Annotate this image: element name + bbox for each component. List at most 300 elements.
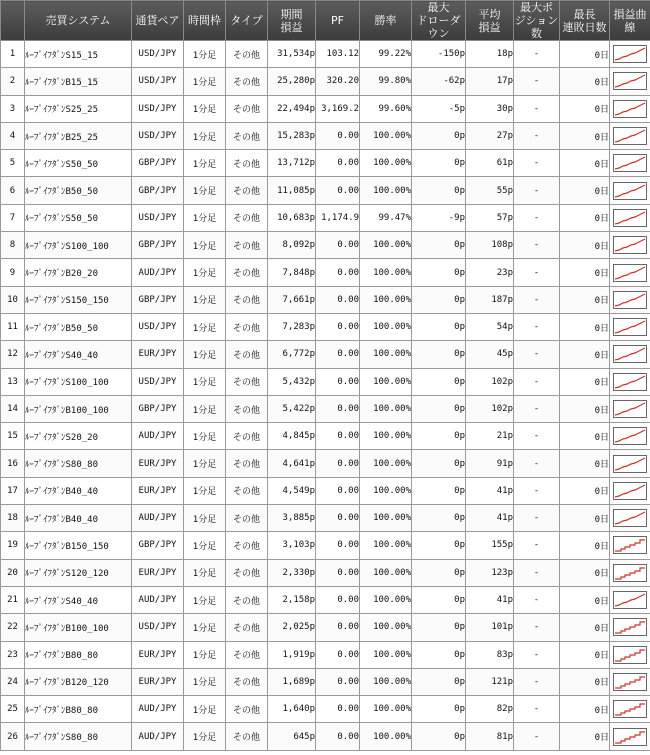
cell-timeframe: 1分足	[184, 68, 226, 95]
profit-curve-chart[interactable]	[613, 236, 647, 254]
cell-system[interactable]: ﾙｰﾌﾟｲﾌﾀﾞﾝB15_15	[25, 68, 132, 95]
cell-maxloss: 0日	[560, 150, 610, 177]
cell-avg: 18p	[466, 41, 514, 68]
cell-maxdd: 0p	[412, 150, 466, 177]
cell-system[interactable]: ﾙｰﾌﾟｲﾌﾀﾞﾝB100_100	[25, 395, 132, 422]
table-row[interactable]	[1, 286, 650, 313]
profit-curve-chart[interactable]	[613, 646, 647, 664]
cell-pair: GBP/JPY	[132, 150, 184, 177]
cell-winrate: 100.00%	[360, 723, 412, 750]
cell-avg: 102p	[466, 395, 514, 422]
header-avg-line1: 平均	[478, 7, 501, 21]
cell-timeframe: 1分足	[184, 204, 226, 231]
table-row[interactable]	[1, 313, 650, 340]
profit-curve-chart[interactable]	[613, 673, 647, 691]
cell-avg: 17p	[466, 68, 514, 95]
cell-system[interactable]: ﾙｰﾌﾟｲﾌﾀﾞﾝB20_20	[25, 259, 132, 286]
cell-profit: 2,158p	[268, 586, 316, 613]
cell-winrate: 100.00%	[360, 150, 412, 177]
cell-curve[interactable]	[610, 368, 650, 395]
profit-curve-chart[interactable]	[613, 209, 647, 227]
profit-curve-chart[interactable]	[613, 728, 647, 746]
cell-system[interactable]: ﾙｰﾌﾟｲﾌﾀﾞﾝS50_50	[25, 150, 132, 177]
cell-pair: GBP/JPY	[132, 395, 184, 422]
cell-timeframe: 1分足	[184, 368, 226, 395]
cell-maxpos: -	[514, 232, 560, 259]
cell-pf: 0.00	[316, 723, 360, 750]
header-timeframe[interactable]: 時間枠	[184, 1, 226, 41]
cell-avg: 30p	[466, 95, 514, 122]
cell-curve[interactable]	[610, 68, 650, 95]
cell-winrate: 100.00%	[360, 395, 412, 422]
table-body	[1, 41, 650, 751]
cell-curve[interactable]	[610, 696, 650, 723]
cell-maxdd: 0p	[412, 668, 466, 695]
cell-pair: USD/JPY	[132, 41, 184, 68]
header-maxdd[interactable]	[412, 1, 466, 41]
cell-timeframe: 1分足	[184, 177, 226, 204]
cell-maxloss: 0日	[560, 423, 610, 450]
cell-system[interactable]: ﾙｰﾌﾟｲﾌﾀﾞﾝB40_40	[25, 505, 132, 532]
cell-profit: 15,283p	[268, 122, 316, 149]
cell-avg: 121p	[466, 668, 514, 695]
table-row[interactable]	[1, 122, 650, 149]
table-row[interactable]	[1, 41, 650, 68]
cell-pf: 0.00	[316, 505, 360, 532]
cell-curve[interactable]	[610, 586, 650, 613]
cell-curve[interactable]	[610, 614, 650, 641]
cell-maxloss: 0日	[560, 204, 610, 231]
cell-avg: 23p	[466, 259, 514, 286]
cell-profit: 7,661p	[268, 286, 316, 313]
cell-pf: 0.00	[316, 668, 360, 695]
cell-profit: 31,534p	[268, 41, 316, 68]
cell-curve[interactable]	[610, 232, 650, 259]
cell-pf: 0.00	[316, 641, 360, 668]
cell-maxpos: -	[514, 41, 560, 68]
cell-rank: 9	[1, 259, 25, 286]
cell-curve[interactable]	[610, 122, 650, 149]
header-no	[1, 1, 25, 41]
cell-curve[interactable]	[610, 423, 650, 450]
cell-maxloss: 0日	[560, 395, 610, 422]
cell-rank: 19	[1, 532, 25, 559]
cell-pf: 0.00	[316, 696, 360, 723]
table-row[interactable]	[1, 368, 650, 395]
cell-avg: 41p	[466, 505, 514, 532]
cell-system[interactable]: ﾙｰﾌﾟｲﾌﾀﾞﾝS40_40	[25, 586, 132, 613]
cell-maxdd: -62p	[412, 68, 466, 95]
cell-pf: 0.00	[316, 395, 360, 422]
profit-curve-chart[interactable]	[613, 400, 647, 418]
profit-curve-chart[interactable]	[613, 373, 647, 391]
cell-type: その他	[226, 232, 268, 259]
header-type[interactable]: タイプ	[226, 1, 268, 41]
cell-profit: 8,092p	[268, 232, 316, 259]
cell-rank: 24	[1, 668, 25, 695]
cell-type: その他	[226, 177, 268, 204]
cell-pair: EUR/JPY	[132, 668, 184, 695]
cell-maxpos: -	[514, 313, 560, 340]
cell-type: その他	[226, 532, 268, 559]
cell-system[interactable]: ﾙｰﾌﾟｲﾌﾀﾞﾝS25_25	[25, 95, 132, 122]
cell-profit: 7,848p	[268, 259, 316, 286]
cell-pf: 0.00	[316, 559, 360, 586]
cell-maxpos: -	[514, 95, 560, 122]
cell-profit: 4,845p	[268, 423, 316, 450]
cell-rank: 13	[1, 368, 25, 395]
table-row[interactable]	[1, 723, 650, 750]
cell-winrate: 100.00%	[360, 423, 412, 450]
table-row[interactable]	[1, 232, 650, 259]
cell-winrate: 100.00%	[360, 122, 412, 149]
cell-winrate: 100.00%	[360, 313, 412, 340]
cell-curve[interactable]	[610, 95, 650, 122]
cell-avg: 57p	[466, 204, 514, 231]
cell-timeframe: 1分足	[184, 723, 226, 750]
cell-timeframe: 1分足	[184, 423, 226, 450]
cell-rank: 15	[1, 423, 25, 450]
table-row[interactable]	[1, 477, 650, 504]
cell-maxloss: 0日	[560, 586, 610, 613]
cell-maxdd: 0p	[412, 395, 466, 422]
cell-curve[interactable]	[610, 286, 650, 313]
cell-pair: GBP/JPY	[132, 286, 184, 313]
cell-maxpos: -	[514, 68, 560, 95]
cell-rank: 20	[1, 559, 25, 586]
profit-curve-chart[interactable]	[613, 45, 647, 63]
cell-pair: EUR/JPY	[132, 477, 184, 504]
cell-rank: 7	[1, 204, 25, 231]
profit-curve-chart[interactable]	[613, 427, 647, 445]
cell-timeframe: 1分足	[184, 532, 226, 559]
cell-rank: 21	[1, 586, 25, 613]
profit-curve-chart[interactable]	[613, 345, 647, 363]
cell-rank: 4	[1, 122, 25, 149]
cell-maxdd: -5p	[412, 95, 466, 122]
cell-maxdd: 0p	[412, 641, 466, 668]
profit-curve-chart[interactable]	[613, 536, 647, 554]
cell-type: その他	[226, 122, 268, 149]
profit-curve-chart[interactable]	[613, 591, 647, 609]
cell-maxdd: 0p	[412, 696, 466, 723]
cell-winrate: 100.00%	[360, 232, 412, 259]
cell-curve[interactable]	[610, 559, 650, 586]
cell-system[interactable]: ﾙｰﾌﾟｲﾌﾀﾞﾝS150_150	[25, 286, 132, 313]
cell-type: その他	[226, 586, 268, 613]
table-row[interactable]	[1, 450, 650, 477]
cell-curve[interactable]	[610, 532, 650, 559]
cell-curve[interactable]	[610, 641, 650, 668]
header-pair[interactable]: 通貨ペア	[132, 1, 184, 41]
table-row[interactable]	[1, 341, 650, 368]
cell-pair: USD/JPY	[132, 122, 184, 149]
profit-curve-chart[interactable]	[613, 100, 647, 118]
cell-pf: 0.00	[316, 177, 360, 204]
cell-winrate: 100.00%	[360, 477, 412, 504]
cell-rank: 11	[1, 313, 25, 340]
profit-curve-chart[interactable]	[613, 564, 647, 582]
cell-maxloss: 0日	[560, 723, 610, 750]
cell-avg: 101p	[466, 614, 514, 641]
cell-system[interactable]: ﾙｰﾌﾟｲﾌﾀﾞﾝB120_120	[25, 668, 132, 695]
cell-winrate: 99.60%	[360, 95, 412, 122]
cell-pair: AUD/JPY	[132, 423, 184, 450]
header-maxpos[interactable]	[514, 1, 560, 41]
cell-pair: GBP/JPY	[132, 232, 184, 259]
cell-timeframe: 1分足	[184, 505, 226, 532]
cell-pf: 0.00	[316, 423, 360, 450]
cell-winrate: 100.00%	[360, 368, 412, 395]
cell-maxpos: -	[514, 641, 560, 668]
cell-maxloss: 0日	[560, 668, 610, 695]
header-profit[interactable]	[268, 1, 316, 41]
cell-rank: 12	[1, 341, 25, 368]
cell-maxloss: 0日	[560, 259, 610, 286]
cell-type: その他	[226, 423, 268, 450]
cell-maxdd: 0p	[412, 505, 466, 532]
cell-type: その他	[226, 41, 268, 68]
cell-type: その他	[226, 477, 268, 504]
cell-timeframe: 1分足	[184, 95, 226, 122]
cell-maxpos: -	[514, 423, 560, 450]
cell-profit: 11,085p	[268, 177, 316, 204]
cell-system[interactable]: ﾙｰﾌﾟｲﾌﾀﾞﾝS50_50	[25, 204, 132, 231]
cell-maxpos: -	[514, 150, 560, 177]
cell-type: その他	[226, 696, 268, 723]
cell-profit: 5,422p	[268, 395, 316, 422]
cell-system[interactable]: ﾙｰﾌﾟｲﾌﾀﾞﾝB100_100	[25, 614, 132, 641]
cell-pair: USD/JPY	[132, 368, 184, 395]
cell-timeframe: 1分足	[184, 232, 226, 259]
cell-rank: 10	[1, 286, 25, 313]
cell-curve[interactable]	[610, 477, 650, 504]
table-row[interactable]	[1, 696, 650, 723]
cell-timeframe: 1分足	[184, 668, 226, 695]
cell-pf: 1,174.9	[316, 204, 360, 231]
cell-curve[interactable]	[610, 668, 650, 695]
cell-maxloss: 0日	[560, 286, 610, 313]
table-row[interactable]	[1, 95, 650, 122]
cell-pair: AUD/JPY	[132, 259, 184, 286]
profit-curve-chart[interactable]	[613, 618, 647, 636]
header-avg[interactable]	[466, 1, 514, 41]
cell-type: その他	[226, 505, 268, 532]
cell-maxpos: -	[514, 177, 560, 204]
cell-curve[interactable]	[610, 450, 650, 477]
cell-maxdd: 0p	[412, 177, 466, 204]
table-row[interactable]	[1, 668, 650, 695]
table-row[interactable]	[1, 150, 650, 177]
table-row[interactable]	[1, 505, 650, 532]
cell-profit: 2,330p	[268, 559, 316, 586]
cell-pf: 0.00	[316, 368, 360, 395]
cell-profit: 3,103p	[268, 532, 316, 559]
cell-type: その他	[226, 395, 268, 422]
cell-profit: 2,025p	[268, 614, 316, 641]
cell-profit: 3,885p	[268, 505, 316, 532]
cell-winrate: 100.00%	[360, 259, 412, 286]
cell-profit: 1,919p	[268, 641, 316, 668]
cell-timeframe: 1分足	[184, 341, 226, 368]
profit-curve-chart[interactable]	[613, 264, 647, 282]
cell-pf: 0.00	[316, 450, 360, 477]
cell-maxpos: -	[514, 668, 560, 695]
profit-curve-chart[interactable]	[613, 154, 647, 172]
cell-maxdd: 0p	[412, 232, 466, 259]
cell-profit: 1,640p	[268, 696, 316, 723]
cell-rank: 17	[1, 477, 25, 504]
profit-curve-chart[interactable]	[613, 72, 647, 90]
profit-curve-chart[interactable]	[613, 182, 647, 200]
cell-curve[interactable]	[610, 41, 650, 68]
cell-type: その他	[226, 286, 268, 313]
cell-pair: USD/JPY	[132, 68, 184, 95]
profit-curve-chart[interactable]	[613, 509, 647, 527]
cell-system[interactable]: ﾙｰﾌﾟｲﾌﾀﾞﾝB40_40	[25, 477, 132, 504]
cell-curve[interactable]	[610, 150, 650, 177]
cell-timeframe: 1分足	[184, 559, 226, 586]
cell-timeframe: 1分足	[184, 450, 226, 477]
profit-curve-chart[interactable]	[613, 455, 647, 473]
cell-avg: 123p	[466, 559, 514, 586]
cell-system[interactable]: ﾙｰﾌﾟｲﾌﾀﾞﾝS100_100	[25, 368, 132, 395]
header-maxloss-line2: 連敗日数	[562, 20, 607, 34]
cell-pf: 320.20	[316, 68, 360, 95]
cell-maxpos: -	[514, 505, 560, 532]
table-row[interactable]	[1, 423, 650, 450]
profit-curve-chart[interactable]	[613, 127, 647, 145]
cell-winrate: 100.00%	[360, 532, 412, 559]
cell-maxpos: -	[514, 559, 560, 586]
table-row[interactable]	[1, 395, 650, 422]
cell-curve[interactable]	[610, 177, 650, 204]
cell-winrate: 100.00%	[360, 668, 412, 695]
cell-maxdd: 0p	[412, 122, 466, 149]
cell-system[interactable]: ﾙｰﾌﾟｲﾌﾀﾞﾝS15_15	[25, 41, 132, 68]
cell-system[interactable]: ﾙｰﾌﾟｲﾌﾀﾞﾝS100_100	[25, 232, 132, 259]
table-row[interactable]	[1, 614, 650, 641]
cell-maxloss: 0日	[560, 696, 610, 723]
profit-curve-chart[interactable]	[613, 291, 647, 309]
cell-maxloss: 0日	[560, 559, 610, 586]
cell-system[interactable]: ﾙｰﾌﾟｲﾌﾀﾞﾝS120_120	[25, 559, 132, 586]
cell-maxdd: 0p	[412, 341, 466, 368]
cell-type: その他	[226, 559, 268, 586]
header-winrate[interactable]: 勝率	[360, 1, 412, 41]
cell-maxdd: 0p	[412, 614, 466, 641]
header-avg-line2: 損益	[478, 20, 501, 34]
cell-curve[interactable]	[610, 204, 650, 231]
cell-system[interactable]: ﾙｰﾌﾟｲﾌﾀﾞﾝB50_50	[25, 313, 132, 340]
cell-maxdd: 0p	[412, 259, 466, 286]
cell-curve[interactable]	[610, 341, 650, 368]
cell-system[interactable]: ﾙｰﾌﾟｲﾌﾀﾞﾝS80_80	[25, 723, 132, 750]
cell-avg: 91p	[466, 450, 514, 477]
cell-system[interactable]: ﾙｰﾌﾟｲﾌﾀﾞﾝB25_25	[25, 122, 132, 149]
cell-curve[interactable]	[610, 723, 650, 750]
header-maxdd-line2: ドローダウン	[416, 14, 461, 40]
profit-curve-chart[interactable]	[613, 482, 647, 500]
cell-system[interactable]: ﾙｰﾌﾟｲﾌﾀﾞﾝB80_80	[25, 641, 132, 668]
cell-maxloss: 0日	[560, 41, 610, 68]
cell-system[interactable]: ﾙｰﾌﾟｲﾌﾀﾞﾝB50_50	[25, 177, 132, 204]
cell-avg: 61p	[466, 150, 514, 177]
cell-type: その他	[226, 95, 268, 122]
table-row[interactable]	[1, 259, 650, 286]
cell-system[interactable]: ﾙｰﾌﾟｲﾌﾀﾞﾝB150_150	[25, 532, 132, 559]
header-pf[interactable]: PF	[316, 1, 360, 41]
cell-rank: 5	[1, 150, 25, 177]
cell-curve[interactable]	[610, 505, 650, 532]
profit-curve-chart[interactable]	[613, 700, 647, 718]
table-row[interactable]	[1, 559, 650, 586]
table-row[interactable]	[1, 177, 650, 204]
cell-timeframe: 1分足	[184, 259, 226, 286]
table-row[interactable]	[1, 641, 650, 668]
cell-avg: 81p	[466, 723, 514, 750]
cell-avg: 102p	[466, 368, 514, 395]
cell-system[interactable]: ﾙｰﾌﾟｲﾌﾀﾞﾝB80_80	[25, 696, 132, 723]
cell-pair: USD/JPY	[132, 95, 184, 122]
cell-curve[interactable]	[610, 313, 650, 340]
cell-timeframe: 1分足	[184, 395, 226, 422]
cell-profit: 25,280p	[268, 68, 316, 95]
cell-type: その他	[226, 341, 268, 368]
header-system[interactable]: 売買システム	[25, 1, 132, 41]
table-row[interactable]	[1, 532, 650, 559]
cell-maxpos: -	[514, 259, 560, 286]
cell-timeframe: 1分足	[184, 150, 226, 177]
cell-rank: 26	[1, 723, 25, 750]
cell-system[interactable]: ﾙｰﾌﾟｲﾌﾀﾞﾝS20_20	[25, 423, 132, 450]
header-maxloss[interactable]	[560, 1, 610, 41]
cell-winrate: 99.22%	[360, 41, 412, 68]
cell-type: その他	[226, 723, 268, 750]
cell-maxloss: 0日	[560, 313, 610, 340]
header-profit-line2: 損益	[280, 20, 303, 34]
cell-profit: 6,772p	[268, 341, 316, 368]
table-row[interactable]	[1, 586, 650, 613]
cell-type: その他	[226, 668, 268, 695]
cell-pair: AUD/JPY	[132, 696, 184, 723]
cell-curve[interactable]	[610, 259, 650, 286]
cell-avg: 155p	[466, 532, 514, 559]
cell-timeframe: 1分足	[184, 286, 226, 313]
cell-type: その他	[226, 641, 268, 668]
cell-avg: 108p	[466, 232, 514, 259]
header-maxpos-line1: 最大ポ	[520, 1, 553, 14]
cell-avg: 187p	[466, 286, 514, 313]
cell-rank: 6	[1, 177, 25, 204]
cell-maxloss: 0日	[560, 505, 610, 532]
cell-type: その他	[226, 614, 268, 641]
table-row[interactable]	[1, 68, 650, 95]
cell-curve[interactable]	[610, 395, 650, 422]
cell-system[interactable]: ﾙｰﾌﾟｲﾌﾀﾞﾝS40_40	[25, 341, 132, 368]
cell-system[interactable]: ﾙｰﾌﾟｲﾌﾀﾞﾝS80_80	[25, 450, 132, 477]
cell-type: その他	[226, 450, 268, 477]
cell-avg: 82p	[466, 696, 514, 723]
profit-curve-chart[interactable]	[613, 318, 647, 336]
table-row[interactable]	[1, 204, 650, 231]
cell-maxloss: 0日	[560, 450, 610, 477]
cell-pf: 0.00	[316, 586, 360, 613]
cell-pf: 0.00	[316, 532, 360, 559]
cell-maxpos: -	[514, 286, 560, 313]
cell-maxloss: 0日	[560, 368, 610, 395]
cell-avg: 27p	[466, 122, 514, 149]
